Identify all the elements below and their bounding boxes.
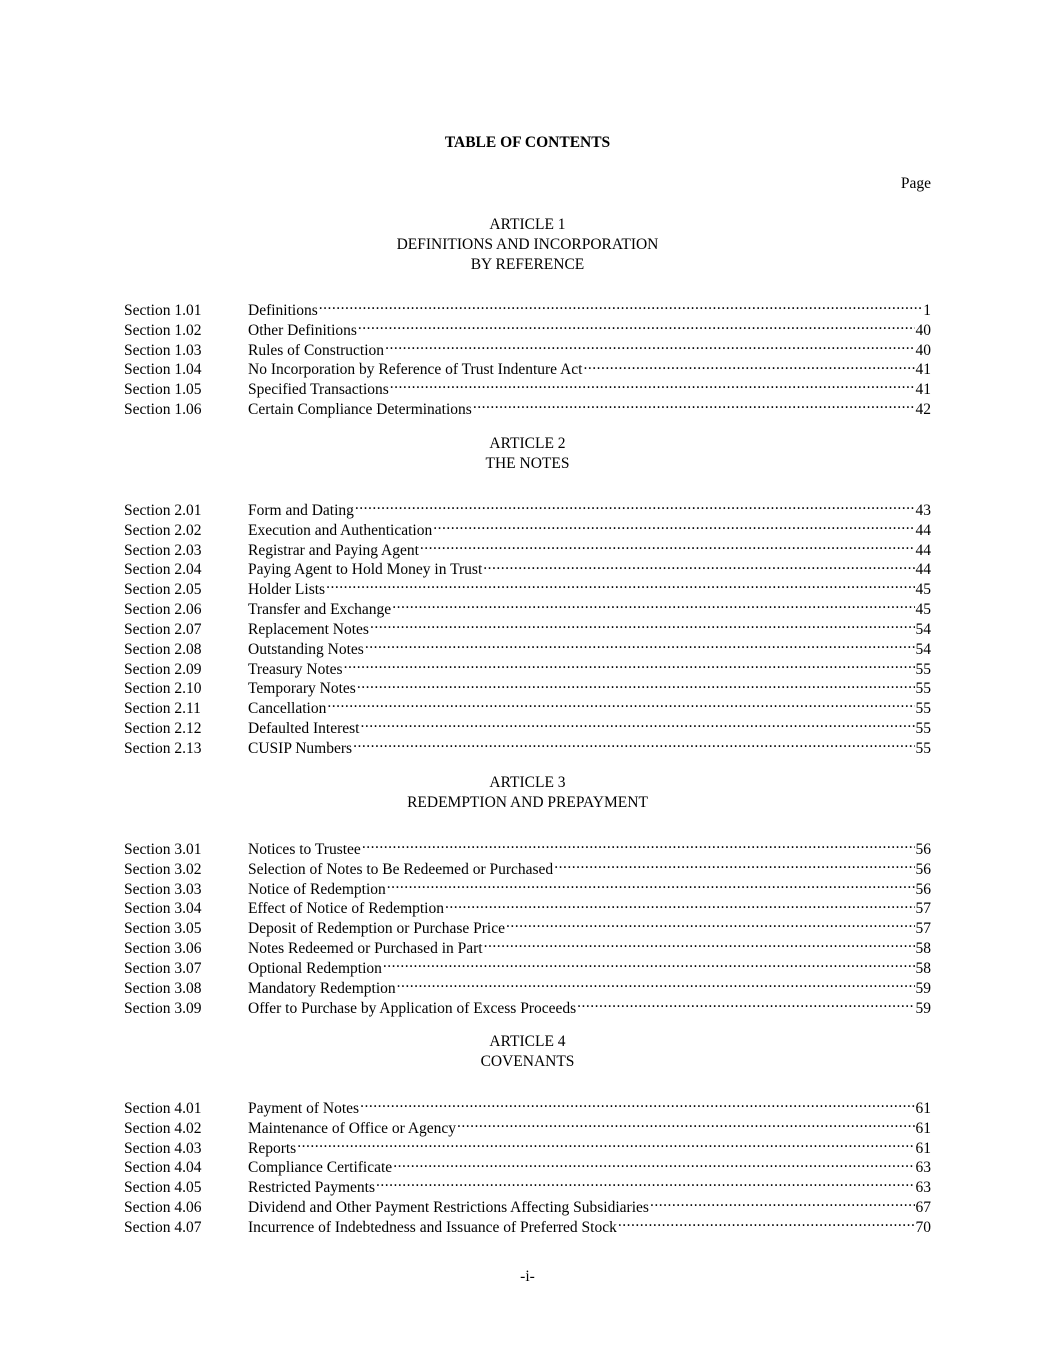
section-number: Section 2.06 xyxy=(124,601,202,619)
section-title: Dividend and Other Payment Restrictions Affecting Subsidiaries xyxy=(248,1199,649,1217)
article-heading xyxy=(0,215,1055,275)
dot-leader xyxy=(353,733,914,753)
section-page-number: 57 xyxy=(915,920,931,938)
section-number: Section 1.04 xyxy=(124,361,202,379)
section-number: Section 2.09 xyxy=(124,660,202,678)
section-title: Replacement Notes xyxy=(248,620,369,638)
dot-leader xyxy=(484,933,915,953)
section-page-number: 55 xyxy=(915,680,931,698)
dot-leader xyxy=(393,1153,914,1173)
toc-entry[interactable] xyxy=(124,1093,931,1117)
section-title: Effect of Notice of Redemption xyxy=(248,900,444,918)
article-heading-line: BY REFERENCE xyxy=(470,256,585,273)
section-title: Notice of Redemption xyxy=(248,880,386,898)
section-page-number: 55 xyxy=(915,660,931,678)
section-page-number: 61 xyxy=(915,1139,931,1157)
section-number: Section 2.02 xyxy=(124,521,202,539)
dot-leader xyxy=(397,973,915,993)
dot-leader xyxy=(457,1113,914,1133)
section-page-number: 63 xyxy=(915,1159,931,1177)
section-page-number: 56 xyxy=(915,860,931,878)
section-title: Definitions xyxy=(248,301,318,319)
dot-leader xyxy=(319,295,923,315)
section-number: Section 3.03 xyxy=(124,880,202,898)
dot-leader xyxy=(433,515,914,535)
section-title: Rules of Construction xyxy=(248,341,385,359)
section-number: Section 2.07 xyxy=(124,620,202,638)
dot-leader xyxy=(344,654,915,674)
dot-leader xyxy=(577,993,914,1013)
toc-entry[interactable] xyxy=(124,834,931,858)
section-number: Section 3.07 xyxy=(124,959,202,977)
dot-leader xyxy=(506,913,915,933)
section-title: Paying Agent to Hold Money in Trust xyxy=(248,561,483,579)
section-number: Section 1.02 xyxy=(124,321,202,339)
section-number: Section 2.04 xyxy=(124,561,202,579)
section-page-number: 61 xyxy=(915,1119,931,1137)
dot-leader xyxy=(473,394,915,414)
section-page-number: 42 xyxy=(915,401,931,419)
section-title: Mandatory Redemption xyxy=(248,979,396,997)
toc-entry-list xyxy=(124,495,931,757)
section-page-number: 63 xyxy=(915,1179,931,1197)
section-number: Section 1.06 xyxy=(124,401,202,419)
article-heading xyxy=(0,434,1055,474)
section-number: Section 2.12 xyxy=(124,720,202,738)
section-title: Treasury Notes xyxy=(248,660,343,678)
section-page-number: 61 xyxy=(915,1099,931,1117)
section-number: Section 2.03 xyxy=(124,541,202,559)
section-title: Defaulted Interest xyxy=(248,720,360,738)
section-page-number: 58 xyxy=(915,959,931,977)
section-page-number: 43 xyxy=(915,501,931,519)
section-title: Notes Redeemed or Purchased in Part xyxy=(248,940,483,958)
section-page-number: 41 xyxy=(915,361,931,379)
section-page-number: 55 xyxy=(915,700,931,718)
section-page-number: 59 xyxy=(915,999,931,1017)
section-title: Registrar and Paying Agent xyxy=(248,541,419,559)
section-number: Section 4.06 xyxy=(124,1199,202,1217)
dot-leader xyxy=(390,374,915,394)
dot-leader xyxy=(370,614,915,634)
section-title: Optional Redemption xyxy=(248,959,382,977)
section-page-number: 41 xyxy=(915,381,931,399)
section-title: Restricted Payments xyxy=(248,1179,375,1197)
section-number: Section 1.01 xyxy=(124,301,202,319)
section-page-number: 67 xyxy=(915,1199,931,1217)
section-title: Payment of Notes xyxy=(248,1099,360,1117)
section-title: Notices to Trustee xyxy=(248,840,361,858)
section-page-number: 45 xyxy=(915,581,931,599)
dot-leader xyxy=(297,1133,914,1153)
section-number: Section 3.01 xyxy=(124,840,202,858)
dot-leader xyxy=(326,574,914,594)
section-title: Offer to Purchase by Application of Excess Proceeds xyxy=(248,999,577,1017)
toc-entry-list xyxy=(124,834,931,1017)
dot-leader xyxy=(383,953,915,973)
article-heading-line: ARTICLE 2 xyxy=(489,435,566,452)
section-page-number: 54 xyxy=(915,640,931,658)
dot-leader xyxy=(583,355,914,375)
section-number: Section 3.08 xyxy=(124,979,202,997)
section-number: Section 3.09 xyxy=(124,999,202,1017)
article-heading-line: ARTICLE 3 xyxy=(489,774,566,791)
section-page-number: 44 xyxy=(915,521,931,539)
dot-leader xyxy=(420,535,915,555)
dot-leader xyxy=(618,1212,915,1232)
section-page-number: 55 xyxy=(915,739,931,757)
section-number: Section 2.11 xyxy=(124,700,201,718)
section-number: Section 3.04 xyxy=(124,900,202,918)
dot-leader xyxy=(362,834,915,854)
section-title: No Incorporation by Reference of Trust Indenture Act xyxy=(248,361,583,379)
section-page-number: 59 xyxy=(915,979,931,997)
section-page-number: 70 xyxy=(915,1218,931,1236)
section-number: Section 4.01 xyxy=(124,1099,202,1117)
section-page-number: 44 xyxy=(915,541,931,559)
article-heading-line: COVENANTS xyxy=(480,1053,575,1070)
section-page-number: 57 xyxy=(915,900,931,918)
article-heading-line: ARTICLE 1 xyxy=(489,216,566,233)
section-title: Form and Dating xyxy=(248,501,354,519)
section-title: Incurrence of Indebtedness and Issuance of Preferred Stock xyxy=(248,1218,617,1236)
dot-leader xyxy=(327,693,914,713)
toc-entry-list xyxy=(124,1093,931,1236)
page-number-footer: -i- xyxy=(520,1268,535,1285)
toc-entry[interactable] xyxy=(124,495,931,519)
section-title: Transfer and Exchange xyxy=(248,601,392,619)
dot-leader xyxy=(355,495,915,515)
dot-leader xyxy=(387,874,915,894)
article-heading xyxy=(0,1032,1055,1072)
section-number: Section 1.05 xyxy=(124,381,202,399)
toc-entry[interactable] xyxy=(124,295,931,319)
section-page-number: 56 xyxy=(915,880,931,898)
section-title: Execution and Authentication xyxy=(248,521,433,539)
article-heading-line: REDEMPTION AND PREPAYMENT xyxy=(407,794,648,811)
section-number: Section 4.04 xyxy=(124,1159,202,1177)
dot-leader xyxy=(358,315,915,335)
section-title: Deposit of Redemption or Purchase Price xyxy=(248,920,505,938)
dot-leader xyxy=(357,674,915,694)
section-title: Other Definitions xyxy=(248,321,357,339)
section-title: Holder Lists xyxy=(248,581,326,599)
dot-leader xyxy=(392,594,914,614)
dot-leader xyxy=(483,555,914,575)
page-column-label: Page xyxy=(900,175,931,192)
section-title: Outstanding Notes xyxy=(248,640,364,658)
dot-leader xyxy=(360,1093,914,1113)
section-page-number: 1 xyxy=(923,301,931,319)
article-heading xyxy=(0,773,1055,813)
section-page-number: 54 xyxy=(915,620,931,638)
dot-leader xyxy=(650,1192,915,1212)
section-number: Section 4.02 xyxy=(124,1119,202,1137)
article-heading-line: THE NOTES xyxy=(485,455,570,472)
section-page-number: 58 xyxy=(915,940,931,958)
article-heading-line: ARTICLE 4 xyxy=(489,1033,566,1050)
dot-leader xyxy=(554,854,914,874)
dot-leader xyxy=(376,1172,915,1192)
article-heading-line: DEFINITIONS AND INCORPORATION xyxy=(396,236,659,253)
section-page-number: 55 xyxy=(915,720,931,738)
section-number: Section 2.08 xyxy=(124,640,202,658)
page-title: TABLE OF CONTENTS xyxy=(444,134,611,151)
dot-leader xyxy=(445,894,915,914)
section-number: Section 2.10 xyxy=(124,680,202,698)
dot-leader xyxy=(360,713,914,733)
section-number: Section 4.05 xyxy=(124,1179,202,1197)
section-title: Temporary Notes xyxy=(248,680,356,698)
section-number: Section 2.01 xyxy=(124,501,202,519)
section-title: Cancellation xyxy=(248,700,327,718)
section-title: Certain Compliance Determinations xyxy=(248,401,472,419)
toc-entry-list xyxy=(124,295,931,419)
section-title: Specified Transactions xyxy=(248,381,389,399)
section-title: Compliance Certificate xyxy=(248,1159,393,1177)
section-number: Section 3.02 xyxy=(124,860,202,878)
dot-leader xyxy=(365,634,915,654)
section-number: Section 3.05 xyxy=(124,920,202,938)
section-number: Section 2.13 xyxy=(124,739,202,757)
dot-leader xyxy=(385,335,914,355)
section-page-number: 40 xyxy=(915,321,931,339)
section-page-number: 56 xyxy=(915,840,931,858)
section-title: Selection of Notes to Be Redeemed or Purchased xyxy=(248,860,554,878)
section-page-number: 45 xyxy=(915,601,931,619)
section-number: Section 2.05 xyxy=(124,581,202,599)
section-number: Section 1.03 xyxy=(124,341,202,359)
section-number: Section 4.03 xyxy=(124,1139,202,1157)
section-number: Section 4.07 xyxy=(124,1218,202,1236)
section-title: Maintenance of Office or Agency xyxy=(248,1119,457,1137)
section-title: CUSIP Numbers xyxy=(248,739,353,757)
section-number: Section 3.06 xyxy=(124,940,202,958)
section-page-number: 40 xyxy=(915,341,931,359)
section-title: Reports xyxy=(248,1139,297,1157)
section-page-number: 44 xyxy=(915,561,931,579)
